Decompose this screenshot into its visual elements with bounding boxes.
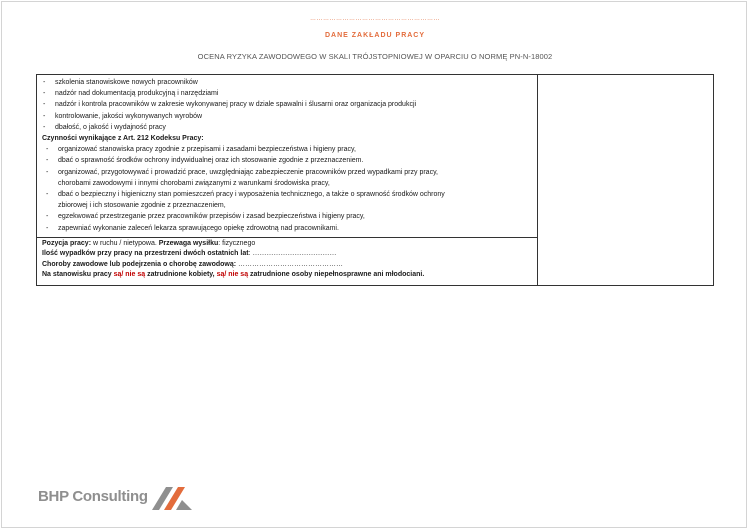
art212-text: dbać o sprawność środków ochrony indywidualnej oraz ich stosowanie zgodnie z przeznaczeniem.: [58, 157, 364, 165]
risk-table: [36, 74, 714, 286]
position-line: [42, 239, 534, 249]
logo-text: BHP Consulting: [38, 488, 148, 505]
duty-text: nadzór nad dokumentacją produkcyjną i narzędziami: [55, 90, 219, 98]
disabled-suffix: zatrudnione osoby niepełnosprawne ani młodociani.: [248, 271, 425, 279]
bullet-dash: -: [46, 168, 49, 176]
effort-label: Przewaga wysiłku: [158, 240, 219, 247]
table-column-divider: [537, 75, 538, 285]
bullet-dash: -: [43, 101, 46, 109]
art212-item: [42, 155, 534, 166]
art212-text: zapewniać wykonanie zaleceń lekarza sprawującego opiekę zdrowotną nad pracownikami.: [58, 224, 339, 232]
women-choice: są/ nie są: [113, 271, 146, 279]
bullet-dash: -: [43, 90, 46, 98]
art212-text: chorobami zawodowymi i innymi chorobami związanymi z warunkami środowiska pracy,: [58, 179, 330, 187]
duty-item: [42, 111, 534, 122]
effort-value: : fizycznego: [218, 240, 256, 247]
bullet-dash: -: [46, 157, 49, 165]
employment-line: [42, 270, 534, 280]
art212-item: [42, 189, 534, 200]
art212-item-continuation: [42, 200, 534, 211]
duties-cell: [42, 77, 534, 234]
art212-item: [42, 144, 534, 155]
company-name: DANE ZAKŁADU PRACY: [324, 32, 426, 39]
header-dots: ……………………………………………………: [310, 16, 440, 22]
accidents-value: : ………………………………: [248, 250, 337, 258]
duty-text: dbałość, o jakość i wydajność pracy: [55, 123, 166, 131]
art212-text: egzekwować przestrzeganie przez pracowników przepisów i zasad bezpieczeństwa i higieny pracy,: [58, 213, 365, 221]
position-label: Pozycja pracy:: [42, 240, 92, 247]
disease-label: Choroby zawodowe lub podejrzenia o chorobę zawodową:: [42, 260, 237, 268]
art212-item: [42, 211, 534, 222]
bullet-dash: -: [43, 112, 46, 120]
art212-item-continuation: [42, 178, 534, 189]
disease-line: [42, 260, 534, 270]
duty-item: [42, 88, 534, 99]
disabled-choice: są/ nie są: [216, 271, 249, 279]
duty-item: [42, 99, 534, 110]
art212-item: [42, 223, 534, 234]
art212-text: organizować stanowiska pracy zgodnie z przepisami i zasadami bezpieczeństwa i higieny pracy,: [58, 146, 356, 154]
women-suffix: zatrudnione kobiety,: [145, 271, 217, 279]
bullet-dash: -: [46, 146, 49, 154]
bhp-consulting-logo: [38, 484, 208, 512]
art212-heading: Czynności wynikające z Art. 212 Kodeksu Pracy:: [42, 135, 204, 143]
table-row-divider: [37, 237, 537, 238]
duty-item: [42, 122, 534, 133]
position-value: w ruchu / nietypowa.: [91, 240, 159, 247]
art212-text: organizować, przygotowywać i prowadzić prace, uwzględniając zabezpieczenie pracowników przed wypadkami przy pracy,: [58, 168, 438, 176]
duties-list: [42, 77, 534, 133]
bullet-dash: -: [46, 213, 49, 221]
document-title: OCENA RYZYKA ZAWODOWEGO W SKALI TRÓJSTOPNIOWEJ W OPARCIU O NORMĘ PN-N-18002: [197, 52, 553, 61]
bullet-dash: -: [46, 224, 49, 232]
accidents-line: [42, 249, 534, 259]
women-prefix: Na stanowisku pracy: [42, 271, 114, 279]
art212-item: [42, 167, 534, 178]
bullet-dash: -: [46, 191, 49, 199]
duty-text: szkolenia stanowiskowe nowych pracowników: [55, 79, 198, 86]
art212-list: [42, 144, 534, 234]
bullet-dash: -: [43, 123, 46, 131]
duty-text: nadzór i kontrola pracowników w zakresie wykonywanej pracy w dziale spawalni i ślusarni oraz organizacja produkcji: [55, 101, 417, 109]
duty-item: [42, 77, 534, 88]
accidents-label: Ilość wypadków przy pracy na przestrzeni dwóch ostatnich lat: [42, 250, 249, 258]
bullet-dash: -: [43, 79, 46, 86]
info-cell: [42, 239, 534, 281]
disease-value: ………………………………………: [236, 260, 344, 268]
bhp-consulting-logo-icon: [148, 484, 196, 512]
art212-text: zbiorowej i ich stosowanie zgodnie z przeznaczeniem,: [58, 202, 226, 210]
duty-text: kontrolowanie, jakości wykonywanych wyrobów: [55, 112, 203, 120]
art212-text: dbać o bezpieczny i higieniczny stan pomieszczeń pracy i wyposażenia technicznego, a także o sprawność środków ochrony: [58, 191, 445, 199]
